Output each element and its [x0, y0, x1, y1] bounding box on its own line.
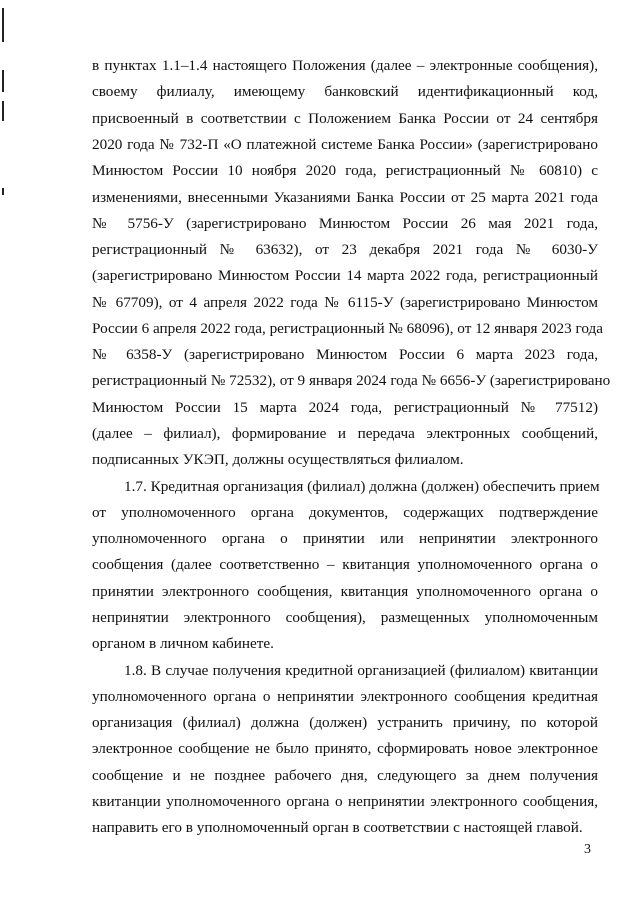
text-line: № 5756-У (зарегистрировано Минюстом России 26 мая 2021 года,: [92, 215, 598, 232]
text-line: направить его в уполномоченный орган в соответствии с настоящей главой.: [92, 819, 583, 836]
text-line: уполномоченного органа о непринятии электронного сообщения кредитная: [92, 688, 598, 705]
page-number: 3: [584, 842, 591, 857]
text-line: регистрационный № 63632), от 23 декабря 2021 года № 6030-У: [92, 241, 598, 258]
text-line: (далее – филиал), формирование и передача электронных сообщений,: [92, 425, 598, 442]
text-line: электронное сообщение не было принято, сформировать новое электронное: [92, 740, 598, 757]
text-line: подписанных УКЭП, должны осуществляться филиалом.: [92, 451, 464, 468]
text-line: № 6358-У (зарегистрировано Минюстом России 6 марта 2023 года,: [92, 346, 598, 363]
text-line: принятии электронного сообщения, квитанция уполномоченного органа о: [92, 583, 598, 600]
text-line: непринятии электронного сообщения), размещенных уполномоченным: [92, 609, 598, 626]
text-line: 1.7. Кредитная организация (филиал) должна (должен) обеспечить прием: [124, 478, 600, 495]
scan-edge-mark: [2, 70, 4, 92]
text-line: 2020 года № 732-П «О платежной системе Банка России» (зарегистрировано: [92, 136, 598, 153]
text-line: присвоенный в соответствии с Положением Банка России от 24 сентября: [92, 110, 598, 127]
text-line: изменениями, внесенными Указаниями Банка России от 25 марта 2021 года: [92, 189, 598, 206]
text-line: (зарегистрировано Минюстом России 14 марта 2022 года, регистрационный: [92, 267, 598, 284]
text-line: России 6 апреля 2022 года, регистрационный № 68096), от 12 января 2023 года: [92, 320, 603, 337]
text-line: в пунктах 1.1–1.4 настоящего Положения (далее – электронные сообщения),: [92, 57, 598, 74]
text-line: Минюстом России 10 ноября 2020 года, регистрационный № 60810) с: [92, 162, 598, 179]
text-line: от уполномоченного органа документов, содержащих подтверждение: [92, 504, 598, 521]
scan-edge-mark: [2, 101, 4, 121]
text-line: регистрационный № 72532), от 9 января 2024 года № 6656-У (зарегистрировано: [92, 372, 611, 389]
text-line: 1.8. В случае получения кредитной организацией (филиалом) квитанции: [124, 662, 598, 679]
text-line: организация (филиал) должна (должен) устранить причину, по которой: [92, 714, 598, 731]
text-line: уполномоченного органа о принятии или непринятии электронного: [92, 530, 598, 547]
text-line: Минюстом России 15 марта 2024 года, регистрационный № 77512): [92, 399, 598, 416]
text-line: № 67709), от 4 апреля 2022 года № 6115-У (зарегистрировано Минюстом: [92, 294, 598, 311]
scan-edge-mark: [2, 8, 4, 42]
text-line: сообщение и не позднее рабочего дня, следующего за днем получения: [92, 767, 598, 784]
text-line: органом в личном кабинете.: [92, 635, 274, 652]
scan-edge-mark: [2, 188, 4, 195]
text-line: своему филиалу, имеющему банковский идентификационный код,: [92, 83, 598, 100]
text-line: сообщения (далее соответственно – квитанция уполномоченного органа о: [92, 556, 598, 573]
text-line: квитанции уполномоченного органа о непринятии электронного сообщения,: [92, 793, 598, 810]
